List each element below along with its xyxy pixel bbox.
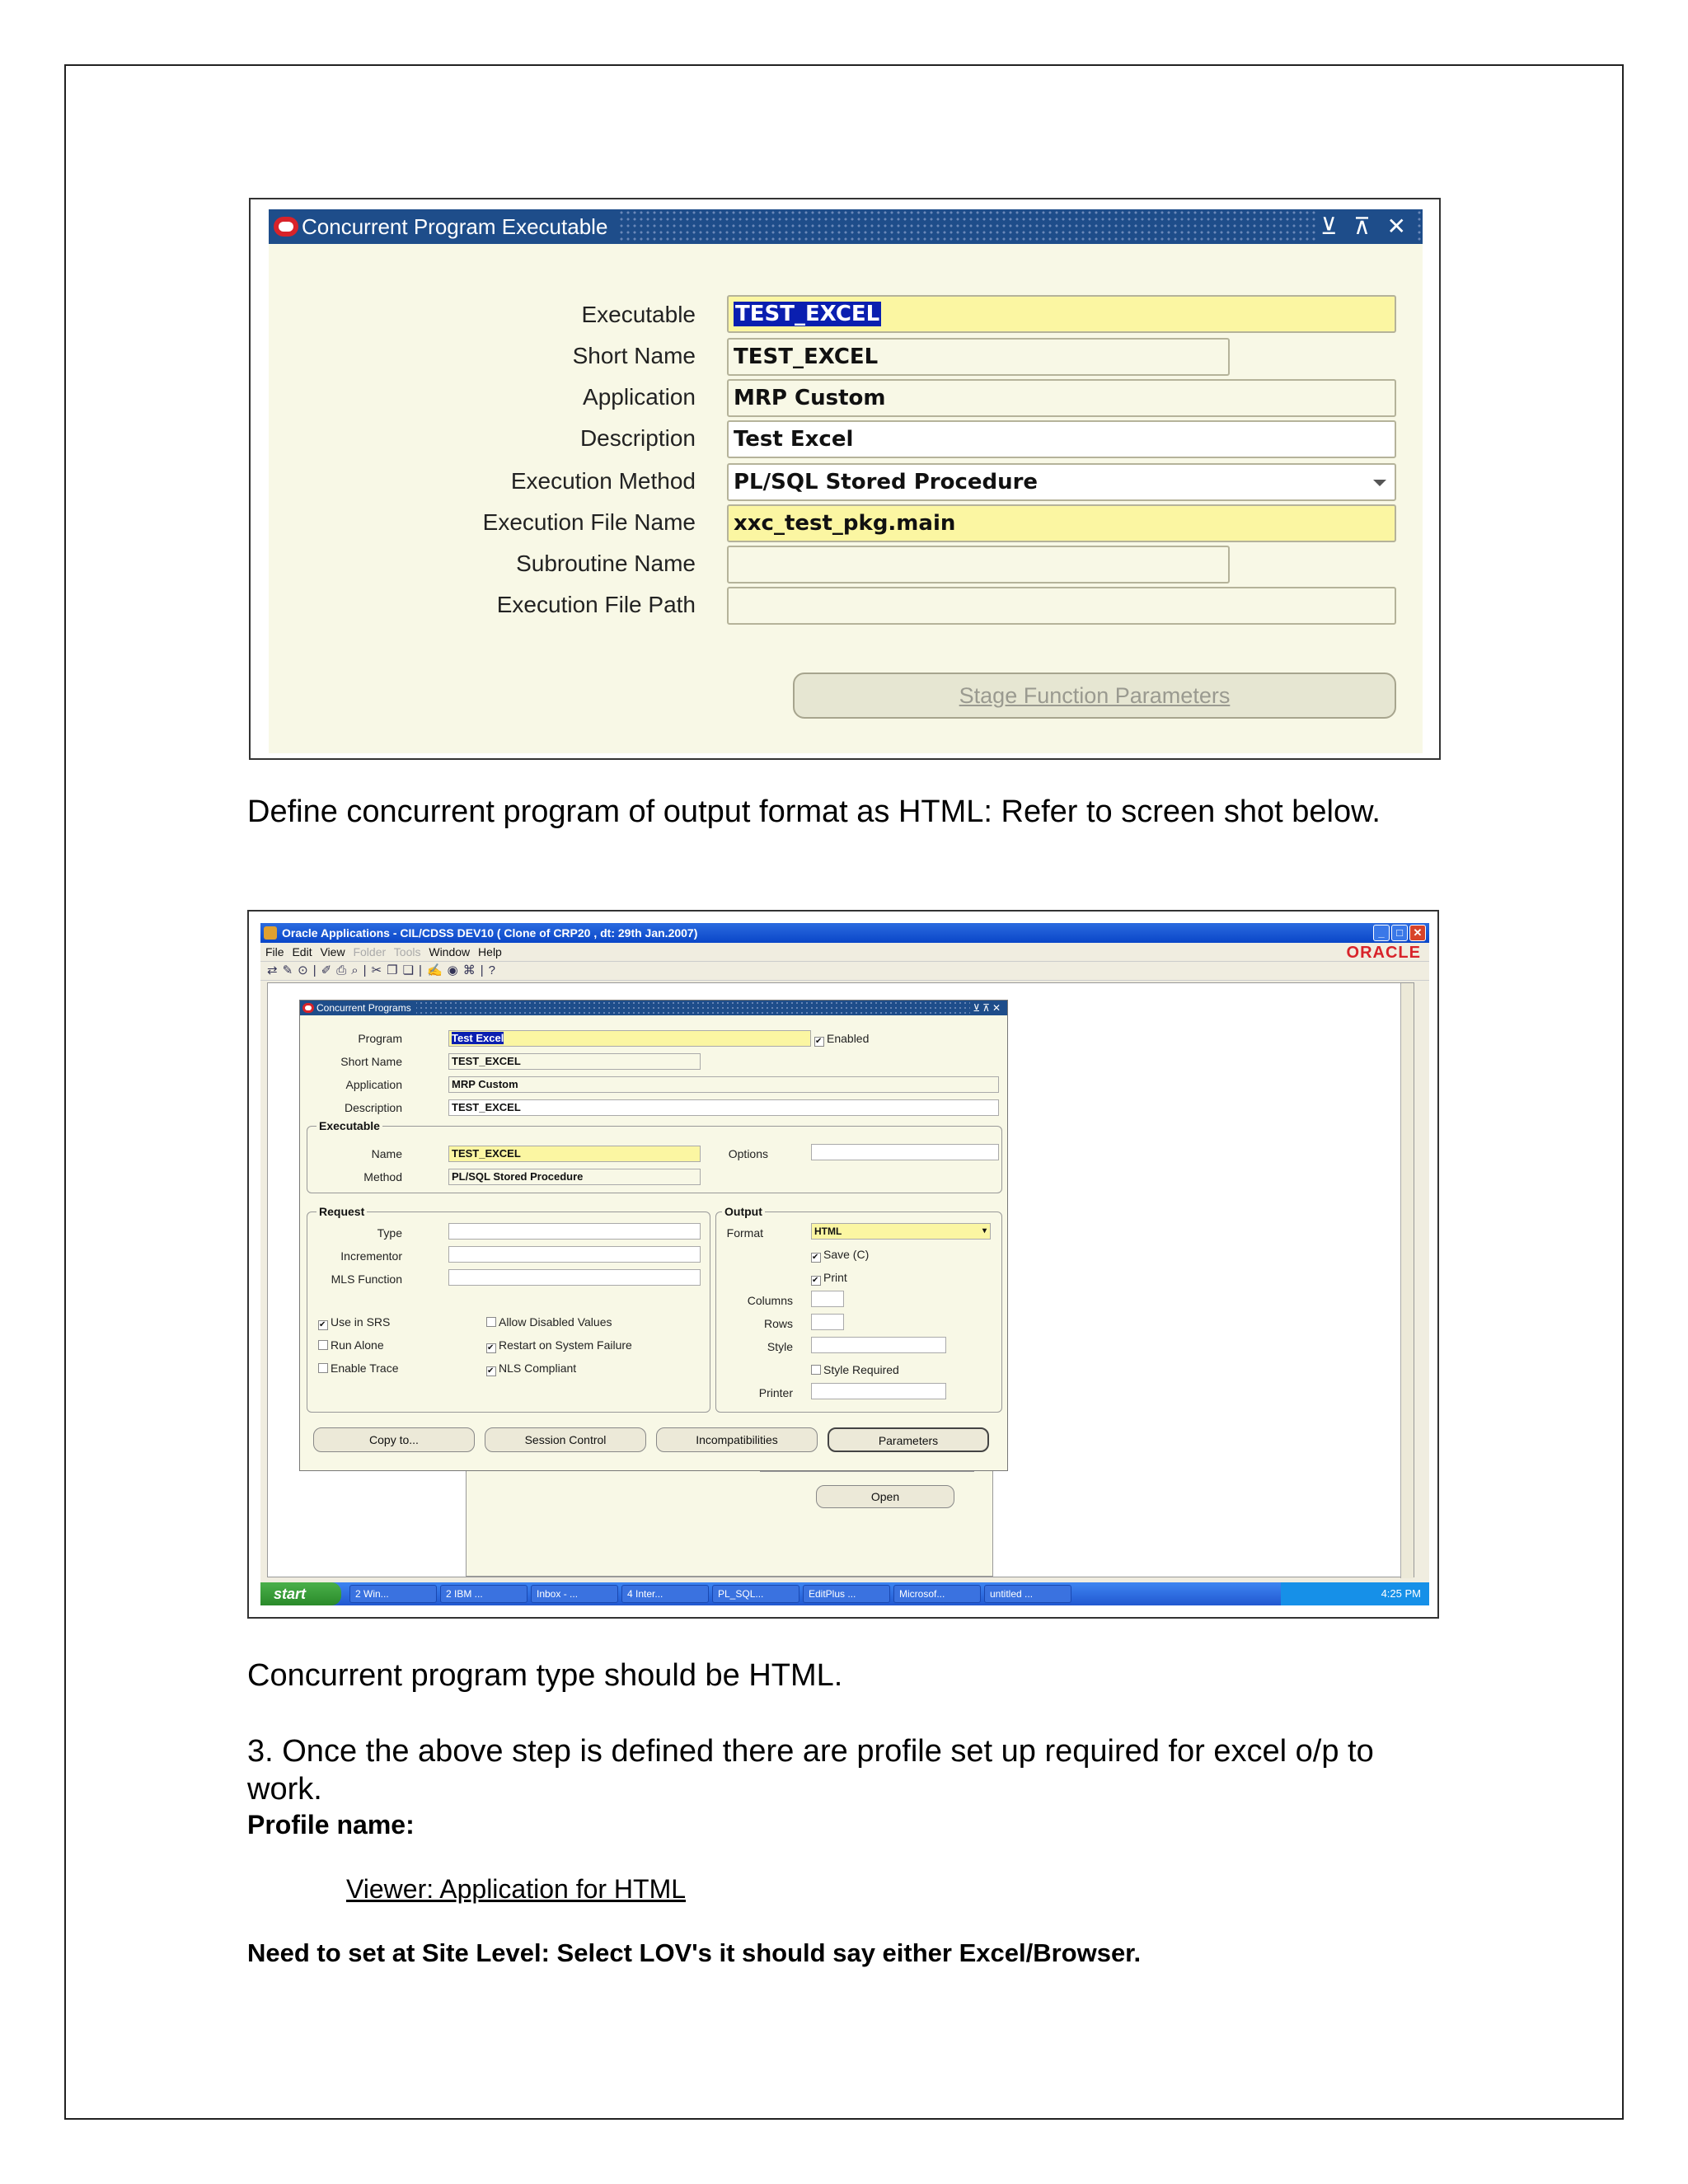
taskbar-tasks [349, 1585, 1071, 1603]
enable-trace-checkbox[interactable]: Enable Trace [318, 1361, 399, 1375]
executable-group-title: Executable [316, 1119, 382, 1132]
chevron-down-icon[interactable] [1373, 480, 1386, 486]
run-alone-checkbox[interactable]: Run Alone [318, 1338, 384, 1352]
find-icon[interactable]: ⌕ [351, 963, 363, 977]
minimize-icon[interactable]: _ [1373, 925, 1390, 941]
folder-icon[interactable]: ✐ [321, 963, 337, 977]
oracle-icon [302, 1003, 314, 1013]
format-label: Format [726, 1226, 763, 1240]
menu-tools: Tools [393, 945, 421, 958]
save-checkbox[interactable]: ✔ Save (C) [811, 1248, 869, 1263]
app-titlebar[interactable] [260, 923, 1429, 943]
window-titlebar[interactable] [269, 209, 1423, 244]
request-group [307, 1212, 710, 1413]
short-name-label: Short Name [340, 1055, 402, 1068]
app-title: Oracle Applications - CIL/CDSS DEV10 ( Clone of CRP20 , dt: 29th Jan.2007) [282, 926, 698, 940]
stage-function-parameters-button[interactable]: Stage Function Parameters [793, 673, 1396, 719]
output-group-title: Output [722, 1205, 765, 1218]
exec-method-field[interactable]: PL/SQL Stored Procedure [448, 1169, 701, 1185]
options-label: Options [728, 1147, 768, 1160]
task-button[interactable]: PL_SQL... [712, 1585, 799, 1603]
format-select[interactable]: HTML ▾ [811, 1223, 991, 1240]
mls-function-field[interactable] [448, 1269, 701, 1286]
executable-field[interactable]: TEST_EXCEL [727, 295, 1396, 333]
windows-taskbar [260, 1582, 1429, 1605]
system-tray [1281, 1582, 1429, 1605]
execution-file-name-label: Execution File Name [482, 509, 696, 535]
subroutine-name-label: Subroutine Name [516, 551, 696, 576]
nls-compliant-checkbox[interactable]: ✔ NLS Compliant [486, 1361, 576, 1376]
menu-folder: Folder [353, 945, 387, 958]
rows-label: Rows [763, 1317, 793, 1330]
columns-label: Columns [747, 1294, 793, 1307]
exec-method-label: Method [363, 1170, 402, 1183]
execution-method-select[interactable]: PL/SQL Stored Procedure [727, 463, 1396, 501]
work-area [267, 982, 1414, 1577]
task-button[interactable]: untitled ... [984, 1585, 1071, 1603]
program-label: Program [358, 1032, 402, 1045]
profile-name-value: Viewer: Application for HTML [346, 1874, 687, 1904]
description-label: Description [579, 425, 696, 451]
close-icon[interactable]: ✕ [1409, 925, 1426, 941]
application-label: Application [345, 1078, 402, 1091]
use-in-srs-checkbox[interactable]: ✔ Use in SRS [318, 1315, 390, 1330]
screenshot-executable [249, 198, 1441, 760]
concurrent-programs-window [299, 1000, 1008, 1471]
cut-icon[interactable]: ✂ [371, 963, 387, 977]
short-name-field[interactable]: TEST_EXCEL [448, 1053, 701, 1070]
type-field[interactable] [448, 1223, 701, 1240]
screenshot-concurrent-programs [247, 910, 1439, 1619]
navigator-icon[interactable]: ✎ [282, 963, 298, 977]
description-field[interactable]: Test Excel [727, 420, 1396, 458]
execution-file-path-label: Execution File Path [496, 592, 696, 617]
menu-help[interactable]: Help [478, 945, 502, 958]
paste-icon[interactable]: ❏ [402, 963, 420, 977]
restart-on-failure-checkbox[interactable]: ✔ Restart on System Failure [486, 1338, 632, 1353]
session-control-button[interactable]: Session Control [485, 1427, 646, 1452]
app-client-area [260, 943, 1429, 1582]
enabled-checkbox[interactable]: ✔ Enabled [814, 1032, 869, 1047]
oracle-logo: ORACLE [1346, 944, 1421, 962]
exec-name-field[interactable]: TEST_EXCEL [448, 1146, 701, 1162]
task-button[interactable]: 4 Inter... [621, 1585, 709, 1603]
execution-method-label: Execution Method [510, 468, 696, 494]
executable-window [269, 209, 1423, 753]
print-checkbox[interactable]: ✔ Print [811, 1271, 847, 1286]
description-label: Description [344, 1101, 402, 1114]
attach-icon[interactable]: ⌘ [462, 963, 481, 977]
site-level-note: Need to set at Site Level: Select LOV's it should say either Excel/Browser. [247, 1938, 1142, 1967]
columns-field[interactable] [811, 1291, 844, 1307]
application-label: Application [583, 384, 696, 410]
zoom-icon[interactable]: ⊙ [298, 963, 313, 977]
cp-window-controls-icon[interactable]: ⊻⊼✕ [970, 1001, 1006, 1015]
executable-label: Executable [581, 302, 696, 327]
type-label: Type [377, 1226, 402, 1240]
style-label: Style [767, 1340, 793, 1353]
execution-file-path-field[interactable] [727, 587, 1396, 625]
style-field[interactable] [811, 1337, 946, 1353]
save-icon[interactable]: ⇄ [267, 963, 283, 977]
program-field[interactable]: Test Excel [448, 1030, 811, 1047]
description-field[interactable]: TEST_EXCEL [448, 1099, 999, 1116]
mls-function-label: MLS Function [331, 1272, 402, 1286]
menu-view[interactable]: View [320, 945, 345, 958]
paragraph-step-3: 3. Once the above step is defined there are profile set up required for excel o/p to work. [247, 1734, 1374, 1807]
profile-name-heading: Profile name: [247, 1810, 415, 1840]
short-name-field[interactable]: TEST_EXCEL [727, 338, 1230, 376]
request-group-title: Request [316, 1205, 367, 1218]
printer-label: Printer [758, 1386, 793, 1399]
print-icon[interactable]: ⎙ [336, 963, 352, 977]
cp-titlebar[interactable] [300, 1001, 1007, 1015]
app-window-controls [1373, 925, 1426, 941]
toolbar: ⇄✎⊙|✐⎙⌕|✂❐❏|✍◉⌘|? [260, 961, 1429, 981]
menu-window[interactable]: Window [429, 945, 471, 958]
task-button[interactable]: EditPlus ... [803, 1585, 890, 1603]
task-button[interactable]: 2 IBM ... [440, 1585, 528, 1603]
execution-file-name-field[interactable]: xxc_test_pkg.main [727, 504, 1396, 542]
short-name-label: Short Name [572, 343, 696, 368]
incrementor-label: Incrementor [340, 1249, 402, 1263]
incrementor-field[interactable] [448, 1246, 701, 1263]
printer-field[interactable] [811, 1383, 946, 1399]
allow-disabled-values-checkbox[interactable]: Allow Disabled Values [486, 1315, 612, 1329]
style-required-checkbox[interactable]: Style Required [811, 1363, 899, 1376]
edit-icon[interactable]: ✍ [426, 963, 448, 977]
paragraph-type: Concurrent program type should be HTML. [247, 1658, 843, 1693]
exec-name-label: Name [371, 1147, 402, 1160]
chevron-down-icon[interactable]: ▾ [982, 1226, 987, 1235]
globe-icon[interactable]: ◉ [447, 963, 463, 977]
paragraph-define: Define concurrent program of output format as HTML: Refer to screen shot below. [247, 794, 1381, 829]
app-icon [264, 926, 277, 940]
application-field[interactable]: MRP Custom [727, 379, 1396, 417]
help-icon[interactable]: ? [488, 963, 500, 977]
menu-file[interactable]: File [265, 945, 284, 958]
task-button[interactable]: Microsof... [893, 1585, 981, 1603]
task-button[interactable]: Inbox - ... [531, 1585, 618, 1603]
maximize-icon[interactable]: □ [1391, 925, 1408, 941]
application-field[interactable]: MRP Custom [448, 1076, 999, 1093]
copy-icon[interactable]: ❐ [387, 963, 403, 977]
rows-field[interactable] [811, 1314, 844, 1330]
menu-edit[interactable]: Edit [292, 945, 312, 958]
clock: 4:25 PM [1381, 1587, 1421, 1600]
menu-bar [260, 943, 1429, 961]
parameters-button[interactable]: Parameters [828, 1427, 989, 1452]
options-field[interactable] [811, 1144, 999, 1160]
oracle-icon [274, 217, 298, 237]
subroutine-name-field[interactable] [727, 546, 1230, 583]
copy-to-button[interactable]: Copy to... [313, 1427, 475, 1452]
cp-window-title: Concurrent Programs [316, 1002, 411, 1014]
task-button[interactable]: 2 Win... [349, 1585, 437, 1603]
start-button[interactable]: start [260, 1582, 341, 1605]
incompatibilities-button[interactable]: Incompatibilities [656, 1427, 818, 1452]
open-button[interactable]: Open [816, 1485, 954, 1508]
vertical-scrollbar[interactable] [1400, 983, 1414, 1578]
window-controls-icon[interactable]: ⊻ ⊼ ✕ [1315, 209, 1416, 244]
window-title: Concurrent Program Executable [302, 214, 608, 239]
